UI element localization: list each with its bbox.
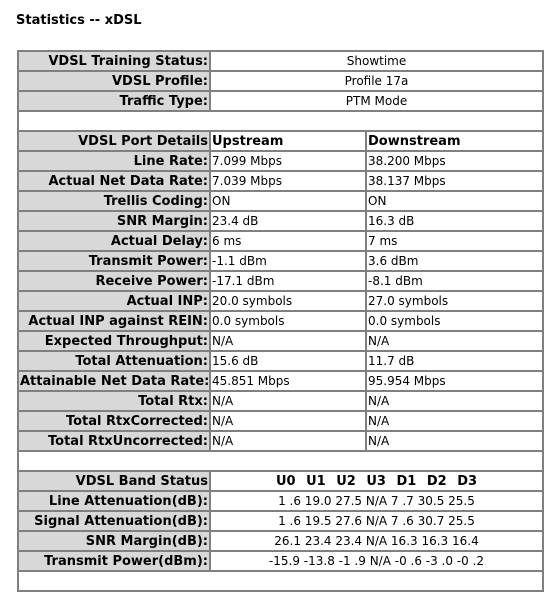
band-status-value: -15.9 -13.8 -1 .9 N/A -0 .6 -3 .0 -0 .2 (210, 551, 543, 571)
downstream-value: 38.137 Mbps (366, 171, 543, 191)
spacer-cell (18, 451, 543, 471)
port-detail-row (18, 311, 543, 331)
spacer-row (18, 571, 543, 591)
band-status-row (18, 551, 543, 571)
traffic-type-row (18, 91, 543, 111)
port-detail-row (18, 331, 543, 351)
band-status-label: Line Attenuation(dB): (18, 491, 210, 511)
xdsl-statistics-table (17, 50, 544, 592)
upstream-value: 6 ms (210, 231, 366, 251)
upstream-value: N/A (210, 331, 366, 351)
port-detail-row (18, 391, 543, 411)
downstream-value: N/A (366, 431, 543, 451)
spacer-cell (18, 571, 543, 591)
spacer-cell (18, 111, 543, 131)
spacer-row (18, 451, 543, 471)
band-status-value: 26.1 23.4 23.4 N/A 16.3 16.3 16.4 (210, 531, 543, 551)
port-detail-label: SNR Margin: (18, 211, 210, 231)
band-status-label: Transmit Power(dBm): (18, 551, 210, 571)
port-detail-row (18, 171, 543, 191)
band-status-rows (18, 491, 543, 571)
downstream-value: 11.7 dB (366, 351, 543, 371)
port-detail-row (18, 291, 543, 311)
port-detail-row (18, 211, 543, 231)
upstream-value: 15.6 dB (210, 351, 366, 371)
band-status-value: 1 .6 19.0 27.5 N/A 7 .7 30.5 25.5 (210, 491, 543, 511)
port-detail-label: Total RtxCorrected: (18, 411, 210, 431)
band-columns-header: U0 U1 U2 U3 D1 D2 D3 (210, 471, 543, 491)
port-detail-label: Transmit Power: (18, 251, 210, 271)
downstream-value: N/A (366, 391, 543, 411)
upstream-value: 45.851 Mbps (210, 371, 366, 391)
port-detail-row (18, 411, 543, 431)
upstream-value: N/A (210, 391, 366, 411)
band-status-value: 1 .6 19.5 27.6 N/A 7 .6 30.7 25.5 (210, 511, 543, 531)
training-status-row (18, 51, 543, 71)
downstream-value: 16.3 dB (366, 211, 543, 231)
upstream-value: -17.1 dBm (210, 271, 366, 291)
upstream-header: Upstream (210, 131, 366, 151)
downstream-value: N/A (366, 331, 543, 351)
traffic-type-value: PTM Mode (210, 91, 543, 111)
port-detail-label: Trellis Coding: (18, 191, 210, 211)
port-detail-label: Attainable Net Data Rate: (18, 371, 210, 391)
port-detail-label: Total RtxUncorrected: (18, 431, 210, 451)
downstream-value: 38.200 Mbps (366, 151, 543, 171)
port-details-header-row (18, 131, 543, 151)
upstream-value: 7.099 Mbps (210, 151, 366, 171)
port-detail-label: Actual INP: (18, 291, 210, 311)
downstream-value: 0.0 symbols (366, 311, 543, 331)
downstream-header: Downstream (366, 131, 543, 151)
upstream-value: 7.039 Mbps (210, 171, 366, 191)
band-status-header: VDSL Band Status (18, 471, 210, 491)
port-detail-row (18, 231, 543, 251)
port-detail-row (18, 271, 543, 291)
training-status-label: VDSL Training Status: (18, 51, 210, 71)
upstream-value: ON (210, 191, 366, 211)
spacer-row (18, 111, 543, 131)
port-detail-row (18, 251, 543, 271)
upstream-value: 23.4 dB (210, 211, 366, 231)
upstream-value: N/A (210, 411, 366, 431)
downstream-value: 27.0 symbols (366, 291, 543, 311)
port-detail-label: Expected Throughput: (18, 331, 210, 351)
band-status-row (18, 491, 543, 511)
profile-label: VDSL Profile: (18, 71, 210, 91)
port-detail-label: Total Rtx: (18, 391, 210, 411)
page-title: Statistics -- xDSL (16, 13, 142, 28)
downstream-value: N/A (366, 411, 543, 431)
port-detail-row (18, 431, 543, 451)
downstream-value: 3.6 dBm (366, 251, 543, 271)
downstream-value: 7 ms (366, 231, 543, 251)
port-detail-row (18, 351, 543, 371)
profile-row (18, 71, 543, 91)
band-status-row (18, 511, 543, 531)
port-details-rows (18, 151, 543, 451)
training-status-value: Showtime (210, 51, 543, 71)
downstream-value: 95.954 Mbps (366, 371, 543, 391)
upstream-value: 0.0 symbols (210, 311, 366, 331)
port-detail-label: Actual Net Data Rate: (18, 171, 210, 191)
traffic-type-label: Traffic Type: (18, 91, 210, 111)
band-status-label: Signal Attenuation(dB): (18, 511, 210, 531)
port-detail-row (18, 151, 543, 171)
port-detail-label: Actual Delay: (18, 231, 210, 251)
port-detail-label: Line Rate: (18, 151, 210, 171)
downstream-value: -8.1 dBm (366, 271, 543, 291)
downstream-value: ON (366, 191, 543, 211)
upstream-value: 20.0 symbols (210, 291, 366, 311)
band-status-header-row (18, 471, 543, 491)
band-status-row (18, 531, 543, 551)
port-details-header: VDSL Port Details (18, 131, 210, 151)
port-detail-label: Receive Power: (18, 271, 210, 291)
port-detail-row (18, 371, 543, 391)
upstream-value: N/A (210, 431, 366, 451)
port-detail-label: Actual INP against REIN: (18, 311, 210, 331)
profile-value: Profile 17a (210, 71, 543, 91)
port-detail-label: Total Attenuation: (18, 351, 210, 371)
band-status-label: SNR Margin(dB): (18, 531, 210, 551)
upstream-value: -1.1 dBm (210, 251, 366, 271)
port-detail-row (18, 191, 543, 211)
